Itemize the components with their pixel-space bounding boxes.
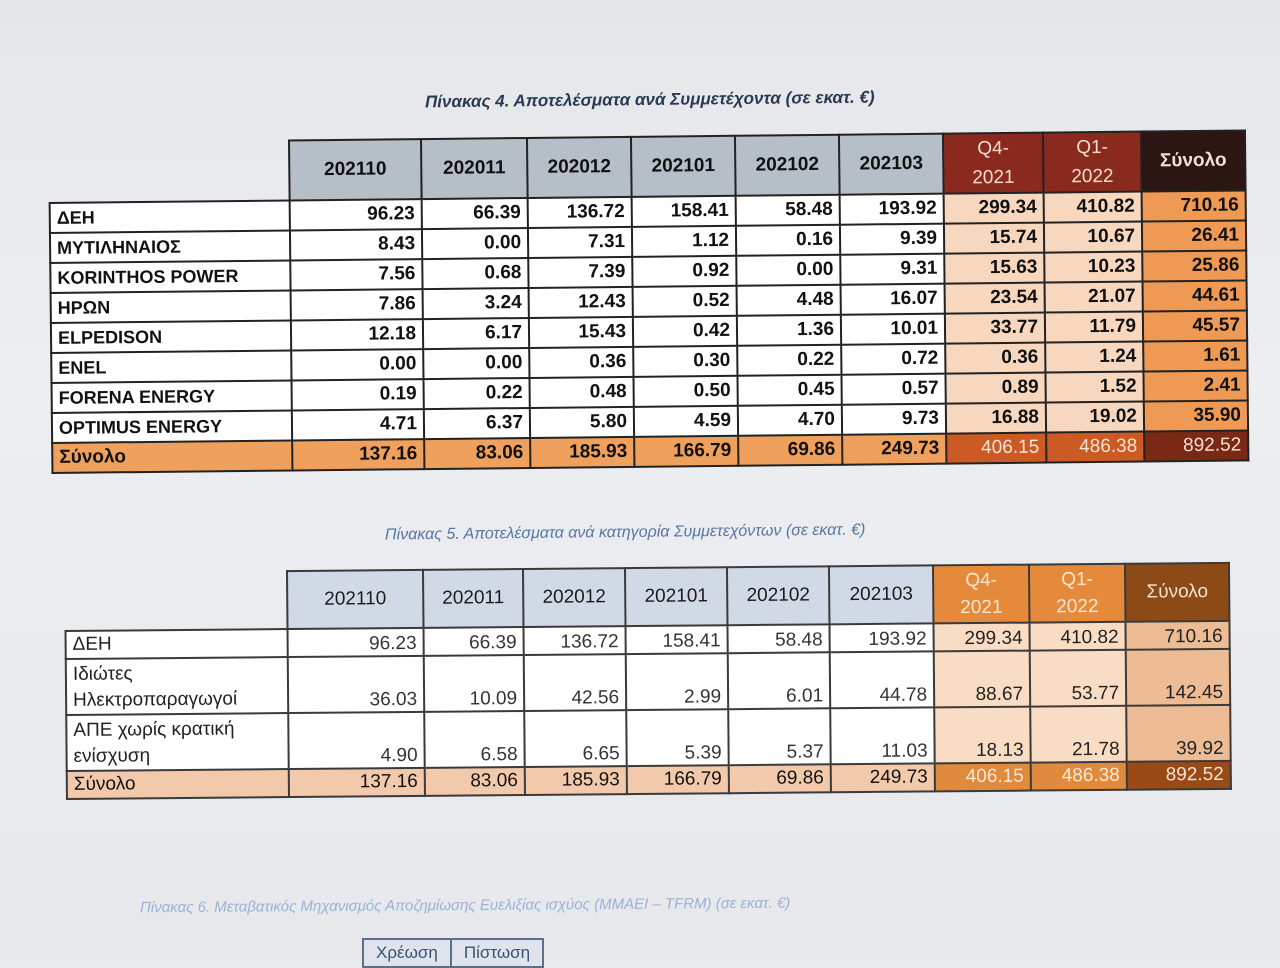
cell-value: 4.48	[737, 285, 841, 316]
cell-total: 892.52	[1127, 761, 1231, 790]
cell-value: 136.72	[523, 626, 625, 655]
cell-q1: 1.24	[1045, 342, 1143, 373]
cell-value: 158.41	[632, 196, 736, 227]
row-label: Σύνολο	[67, 769, 289, 799]
cell-value: 6.58	[424, 711, 524, 768]
col-header: 202101	[625, 567, 728, 626]
col-header-q4: Q4- 2021	[943, 133, 1044, 194]
cell-value: 58.48	[736, 195, 840, 226]
cell-q1: 486.38	[1046, 432, 1144, 463]
cell-value: 4.90	[288, 712, 424, 769]
cell-q4: 0.89	[945, 373, 1045, 404]
table5-header-row	[65, 563, 1229, 631]
cell-value: 83.06	[424, 438, 530, 469]
cell-value: 3.24	[423, 288, 529, 319]
cell-q1: 19.02	[1046, 402, 1144, 433]
cell-value: 0.00	[291, 349, 423, 380]
cell-value: 0.00	[736, 255, 840, 286]
cell-value: 7.56	[290, 259, 422, 290]
cell-value: 0.00	[422, 228, 528, 259]
cell-value: 96.23	[288, 628, 424, 657]
col-header-total: Σύνολο	[1125, 563, 1230, 622]
cell-q1: 410.82	[1029, 622, 1125, 651]
cell-value: 0.22	[737, 345, 841, 376]
cell-value: 9.73	[842, 404, 946, 435]
cell-value: 0.48	[529, 377, 633, 408]
cell-value: 249.73	[831, 763, 935, 792]
col-header: 202103	[829, 565, 934, 624]
cell-value: 0.30	[633, 346, 737, 377]
cell-value: 0.92	[632, 256, 736, 287]
cell-value: 0.42	[633, 316, 737, 347]
col-header: 202102	[727, 566, 830, 625]
cell-total: 142.45	[1126, 649, 1230, 706]
cell-value: 0.45	[737, 375, 841, 406]
cell-total: 26.41	[1142, 220, 1246, 251]
cell-value: 137.16	[292, 439, 424, 470]
cell-value: 5.37	[728, 708, 830, 765]
cell-value: 15.43	[529, 317, 633, 348]
col-header: 202101	[631, 136, 736, 197]
cell-total: 1.61	[1143, 340, 1247, 371]
cell-value: 6.37	[424, 408, 530, 439]
col-header-q4: Q4- 2021	[933, 565, 1030, 624]
participants-results-table	[48, 129, 1249, 474]
cell-q1: 53.77	[1030, 650, 1126, 707]
cell-value: 0.72	[841, 344, 945, 375]
charge-button[interactable]: Χρέωση	[362, 938, 452, 968]
row-label: OPTIMUS ENERGY	[52, 410, 292, 443]
row-label-line: ΑΠΕ χωρίς κρατική	[73, 718, 235, 741]
cell-value: 8.43	[290, 229, 422, 260]
col-header-q1: Q1- 2022	[1029, 564, 1126, 623]
cell-value: 1.36	[737, 315, 841, 346]
cell-q4: 406.15	[946, 433, 1046, 464]
table-row	[66, 649, 1230, 715]
cell-value: 0.16	[736, 225, 840, 256]
cell-value: 83.06	[425, 767, 525, 796]
cell-value: 166.79	[627, 765, 729, 794]
cell-value: 16.07	[841, 284, 945, 315]
cell-value: 7.39	[528, 257, 632, 288]
cell-value: 6.01	[728, 652, 830, 709]
cell-value: 9.39	[840, 224, 944, 255]
table6-tab-bar	[362, 938, 544, 968]
row-label: ΜΥΤΙΛΗΝΑΙΟΣ	[50, 230, 290, 263]
cell-value: 58.48	[727, 624, 829, 653]
row-label: KORINTHOS POWER	[50, 260, 290, 293]
cell-value: 6.17	[423, 318, 529, 349]
header-blank	[65, 571, 287, 631]
cell-value: 12.43	[529, 287, 633, 318]
cell-q4: 0.36	[945, 343, 1045, 374]
col-header: 202011	[421, 138, 528, 199]
col-header: 202110	[287, 570, 424, 629]
col-header-total: Σύνολο	[1141, 130, 1246, 191]
cell-value: 0.36	[529, 347, 633, 378]
cell-q1: 21.78	[1030, 706, 1126, 763]
cell-value: 69.86	[738, 435, 842, 466]
cell-value: 6.65	[524, 710, 626, 767]
cell-value: 69.86	[729, 764, 831, 793]
cell-q4: 406.15	[935, 763, 1031, 792]
cell-value: 66.39	[424, 627, 524, 656]
cell-total: 710.16	[1125, 621, 1229, 650]
cell-value: 136.72	[528, 197, 632, 228]
cell-q1: 1.52	[1045, 372, 1143, 403]
cell-q4: 16.88	[946, 403, 1046, 434]
cell-q4: 15.63	[944, 253, 1044, 284]
table4-caption: Πίνακας 4. Αποτελέσματα ανά Συμμετέχοντα (σε εκατ. €)	[424, 87, 875, 112]
cell-value: 0.68	[422, 258, 528, 289]
row-label: ENEL	[51, 350, 291, 383]
cell-total: 710.16	[1142, 190, 1246, 221]
row-label: ΔΕΗ	[50, 200, 290, 233]
row-label	[66, 657, 288, 715]
cell-q4: 299.34	[933, 623, 1029, 652]
row-label-line: ενίσχυση	[73, 745, 151, 767]
cell-q4: 299.34	[944, 193, 1044, 224]
cell-value: 0.50	[633, 376, 737, 407]
row-label: Σύνολο	[52, 440, 292, 473]
cell-q4: 18.13	[934, 707, 1030, 764]
cell-value: 185.93	[530, 437, 634, 468]
table5-caption: Πίνακας 5. Αποτελέσματα ανά κατηγορία Συμμετεχόντων (σε εκατ. €)	[384, 521, 866, 544]
header-blank	[49, 140, 290, 203]
cell-value: 0.00	[423, 348, 529, 379]
table6-caption: Πίνακας 6. Μεταβατικός Μηχανισμός Αποζημίωσης Ευελιξίας ισχύος (ΜΜΑΕΙ – TFRM) (σε εκατ. €)	[139, 894, 791, 917]
cell-value: 10.09	[424, 655, 524, 712]
cell-value: 166.79	[634, 436, 738, 467]
cell-q4: 33.77	[945, 313, 1045, 344]
cell-value: 2.99	[626, 653, 728, 710]
row-label	[66, 713, 288, 771]
cell-q1: 486.38	[1031, 762, 1127, 791]
cell-value: 4.70	[738, 405, 842, 436]
cell-q4: 88.67	[934, 651, 1030, 708]
cell-value: 42.56	[524, 654, 626, 711]
cell-total: 892.52	[1144, 430, 1248, 461]
row-label: FORENA ENERGY	[52, 380, 292, 413]
row-label: ΗΡΩΝ	[51, 290, 291, 323]
cell-total: 2.41	[1143, 370, 1247, 401]
table-row	[66, 705, 1230, 771]
cell-value: 193.92	[840, 194, 944, 225]
cell-value: 7.86	[291, 289, 423, 320]
cell-value: 4.71	[292, 409, 424, 440]
cell-q4: 23.54	[945, 283, 1045, 314]
col-header: 202110	[289, 139, 422, 200]
cell-value: 137.16	[289, 768, 425, 797]
cell-total: 44.61	[1143, 280, 1247, 311]
cell-value: 4.59	[634, 406, 738, 437]
cell-total: 45.57	[1143, 310, 1247, 341]
cell-value: 193.92	[829, 623, 933, 652]
credit-button[interactable]: Πίστωση	[452, 938, 544, 968]
cell-value: 0.22	[424, 378, 530, 409]
cell-value: 12.18	[291, 319, 423, 350]
cell-q4: 15.74	[944, 223, 1044, 254]
col-header: 202011	[423, 569, 524, 628]
row-label: ELPEDISON	[51, 320, 291, 353]
cell-value: 249.73	[842, 434, 946, 465]
cell-q1: 410.82	[1044, 192, 1142, 223]
cell-value: 36.03	[288, 656, 424, 713]
cell-value: 5.39	[626, 709, 728, 766]
col-header-q1: Q1- 2022	[1043, 132, 1142, 193]
cell-value: 185.93	[525, 766, 627, 795]
row-label-line: Ιδιώτες	[72, 663, 133, 685]
cell-value: 0.19	[292, 379, 424, 410]
cell-q1: 10.23	[1044, 252, 1142, 283]
cell-total: 35.90	[1144, 400, 1248, 431]
cell-value: 10.01	[841, 314, 945, 345]
cell-value: 44.78	[830, 651, 934, 708]
cell-value: 1.12	[632, 226, 736, 257]
cell-value: 11.03	[830, 707, 934, 764]
cell-q1: 10.67	[1044, 222, 1142, 253]
col-header: 202103	[839, 134, 944, 195]
category-results-table	[64, 562, 1232, 800]
cell-total: 25.86	[1142, 250, 1246, 281]
cell-value: 66.39	[422, 198, 528, 229]
cell-value: 5.80	[530, 407, 634, 438]
row-label	[66, 629, 288, 659]
cell-value: 7.31	[528, 227, 632, 258]
cell-value: 0.57	[841, 374, 945, 405]
cell-value: 158.41	[625, 625, 727, 654]
row-label-line: Ηλεκτροπαραγωγοί	[73, 688, 238, 711]
cell-value: 9.31	[840, 254, 944, 285]
cell-value: 0.52	[633, 286, 737, 317]
cell-q1: 21.07	[1045, 282, 1143, 313]
col-header: 202012	[527, 137, 632, 198]
cell-value: 96.23	[290, 199, 422, 230]
row-label-line: ΔΕΗ	[72, 633, 112, 655]
col-header: 202012	[523, 568, 626, 627]
cell-q1: 11.79	[1045, 312, 1143, 343]
col-header: 202102	[735, 135, 840, 196]
cell-total: 39.92	[1126, 705, 1230, 762]
